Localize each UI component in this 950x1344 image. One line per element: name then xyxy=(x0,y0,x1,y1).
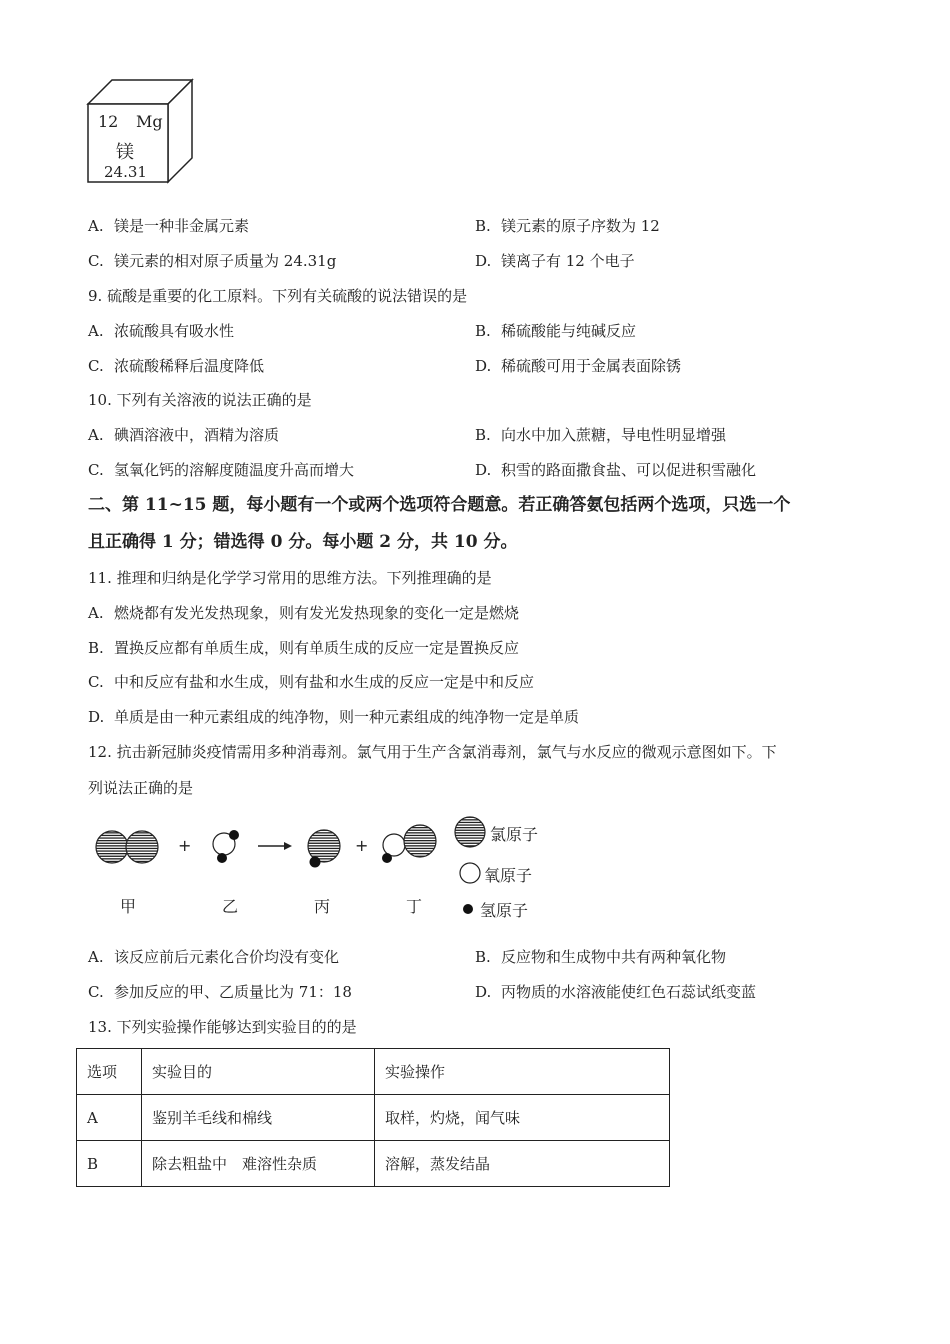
experiment-table xyxy=(76,1048,670,1187)
q11-option-d: D. 单质是由一种元素组成的纯净物，则一种元素组成的纯净物一定是单质 xyxy=(88,708,580,726)
q10-option-b: B. 向水中加入蔗糖，导电性明显增强 xyxy=(475,426,727,444)
table-header-cell: 实验目的 xyxy=(142,1049,375,1095)
q9-stem: 9. 硫酸是重要的化工原料。下列有关硫酸的说法错误的是 xyxy=(88,287,468,305)
q8-option-c: C. 镁元素的相对原子质量为 24.31g xyxy=(88,252,337,270)
label-ding: 丁 xyxy=(406,897,423,916)
table-row xyxy=(77,1141,670,1187)
q9-option-d: D. 稀硫酸可用于金属表面除锈 xyxy=(475,357,682,375)
q12-option-b: B. 反应物和生成物中共有两种氧化物 xyxy=(475,948,727,966)
table-cell: 鉴别羊毛线和棉线 xyxy=(142,1095,375,1141)
table-header-cell: 选项 xyxy=(77,1049,142,1095)
hydrogen-atom xyxy=(310,857,321,868)
q8-option-d: D. 镁离子有 12 个电子 xyxy=(475,252,635,270)
legend-chlorine-symbol xyxy=(455,817,485,847)
table-cell: 溶解，蒸发结晶 xyxy=(375,1141,670,1187)
table-row xyxy=(77,1095,670,1141)
q10-option-d: D. 积雪的路面撒食盐、可以促进积雪融化 xyxy=(475,461,757,479)
q12-option-d: D. 丙物质的水溶液能使红色石蕊试纸变蓝 xyxy=(475,983,757,1001)
q11-stem: 11. 推理和归纳是化学学习常用的思维方法。下列推理确的是 xyxy=(88,569,492,587)
q8-option-a: A. 镁是一种非金属元素 xyxy=(88,217,250,235)
table-cell: A xyxy=(77,1095,142,1141)
q9-option-c: C. 浓硫酸稀释后温度降低 xyxy=(88,357,265,375)
q10-option-c: C. 氢氧化钙的溶解度随温度升高而增大 xyxy=(88,461,355,479)
hydrogen-atom xyxy=(229,830,239,840)
chlorine-atom xyxy=(126,831,158,863)
q9-option-b: B. 稀硫酸能与纯碱反应 xyxy=(475,322,637,340)
q12-stem-line1: 12. 抗击新冠肺炎疫情需用多种消毒剂。氯气用于生产含氯消毒剂，氯气与水反应的微观示意图如下。下 xyxy=(88,743,777,761)
legend-hydrogen: 氢原子 xyxy=(480,901,529,920)
legend-oxygen-symbol xyxy=(460,863,480,883)
table-header-row xyxy=(77,1049,670,1095)
table-cell: 取样，灼烧，闻气味 xyxy=(375,1095,670,1141)
chlorine-atom xyxy=(96,831,128,863)
table-cell: 除去粗盐中 难溶性杂质 xyxy=(142,1141,375,1187)
q10-option-a: A. 碘酒溶液中，酒精为溶质 xyxy=(88,426,280,444)
q10-stem: 10. 下列有关溶液的说法正确的是 xyxy=(88,391,312,409)
element-symbol: Mg xyxy=(136,112,163,131)
q9-option-a: A. 浓硫酸具有吸水性 xyxy=(88,322,235,340)
label-yi: 乙 xyxy=(222,897,239,916)
section-2-heading-line2: 且正确得 1 分；错选得 0 分。每小题 2 分，共 10 分。 xyxy=(88,532,518,552)
table-cell: B xyxy=(77,1141,142,1187)
hydrogen-atom xyxy=(382,853,392,863)
q12-option-a: A. 该反应前后元素化合价均没有变化 xyxy=(88,948,340,966)
q11-option-a: A. 燃烧都有发光发热现象，则有发光发热现象的变化一定是燃烧 xyxy=(88,604,520,622)
q11-option-c: C. 中和反应有盐和水生成，则有盐和水生成的反应一定是中和反应 xyxy=(88,673,535,691)
chlorine-atom xyxy=(404,825,436,857)
reaction-arrow-head xyxy=(284,842,292,850)
element-mass: 24.31 xyxy=(104,163,147,181)
label-jia: 甲 xyxy=(120,897,137,916)
plus-sign-2: + xyxy=(355,836,369,855)
legend-chlorine: 氯原子 xyxy=(490,825,539,844)
q11-option-b: B. 置换反应都有单质生成，则有单质生成的反应一定是置换反应 xyxy=(88,639,520,657)
legend-oxygen: 氧原子 xyxy=(484,866,533,885)
plus-sign-1: + xyxy=(178,836,192,855)
section-2-heading-line1: 二、第 11~15 题，每小题有一个或两个选项符合题意。若正确答氨包括两个选项，只选一个 xyxy=(88,495,791,515)
oxygen-atom xyxy=(383,834,405,856)
element-number: 12 xyxy=(98,112,119,131)
element-name: 镁 xyxy=(116,142,134,163)
q8-option-b: B. 镁元素的原子序数为 12 xyxy=(475,217,660,235)
q13-stem: 13. 下列实验操作能够达到实验目的的是 xyxy=(88,1018,357,1036)
table-header-cell: 实验操作 xyxy=(375,1049,670,1095)
reaction-diagram xyxy=(88,814,548,894)
q12-option-c: C. 参加反应的甲、乙质量比为 71：18 xyxy=(88,983,352,1001)
hydrogen-atom xyxy=(217,853,227,863)
label-bing: 丙 xyxy=(314,897,331,916)
q12-stem-line2: 列说法正确的是 xyxy=(88,779,194,797)
legend-hydrogen-symbol xyxy=(462,902,476,916)
